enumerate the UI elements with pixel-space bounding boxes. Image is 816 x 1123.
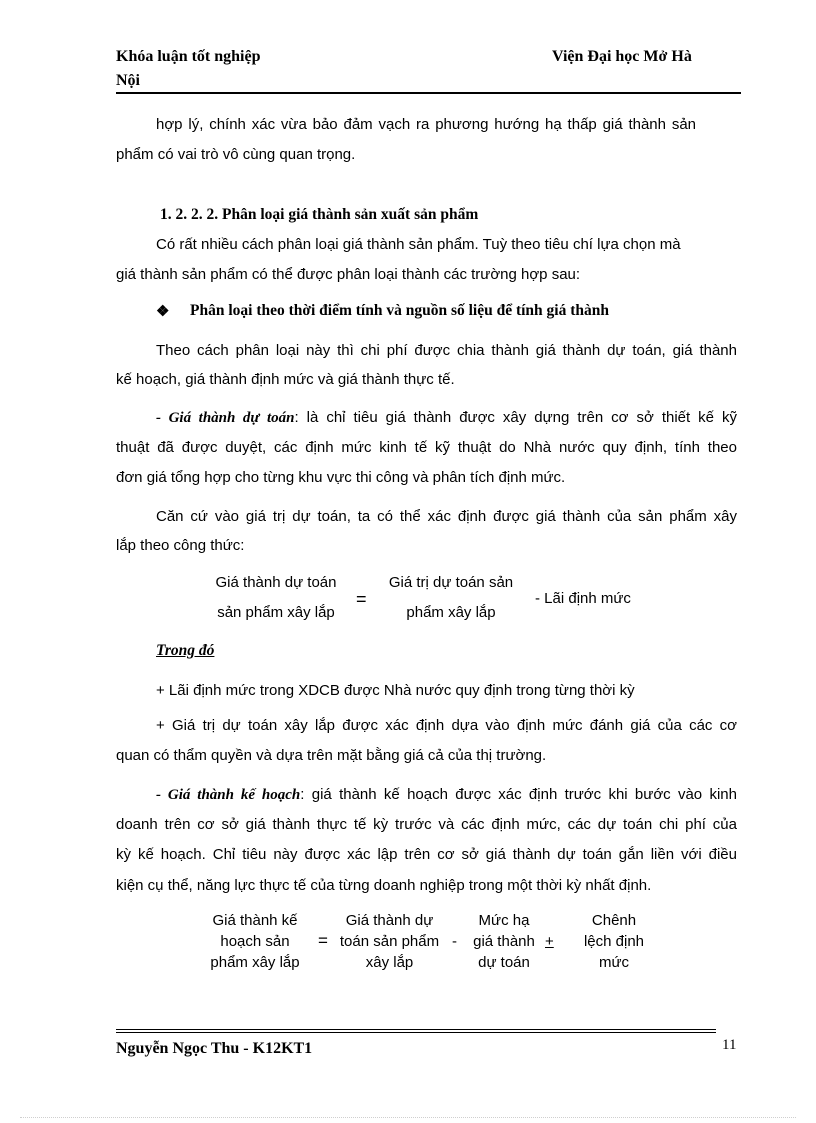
types-line-2: giá thành sản phẩm có thể được phân loại thành các trường hợp sau:	[116, 266, 581, 283]
estimate-term: - Giá thành dự toán	[156, 410, 295, 426]
formula2-col2-line2: toán sản phẩm	[339, 933, 440, 950]
formula2-col4-line2: lệch định	[583, 933, 645, 950]
estimate-definition-line-1	[156, 403, 737, 433]
plan-definition-line-1	[156, 780, 737, 810]
classification-line-2: kế hoạch, giá thành định mức và giá thành thực tế.	[116, 371, 455, 388]
formula2-plusminus: +	[545, 933, 554, 950]
formula2-col3-line2: giá thành	[473, 933, 535, 950]
formula1-mid-line2: phẩm xây lắp	[406, 604, 496, 621]
plan-definition-line-4: kiện cụ thể, năng lực thực tế của từng doanh nghiệp trong một thời kỳ nhất định.	[116, 877, 652, 894]
formula2-col2	[332, 910, 447, 973]
formula2-col4-line1: Chênh	[591, 912, 637, 929]
intro-line-1: hợp lý, chính xác vừa bảo đảm vạch ra phương hướng hạ thấp giá thành sản	[156, 116, 696, 133]
bullet-heading: Phân loại theo thời điểm tính và nguồn số liệu để tính giá thành	[190, 302, 609, 319]
where-item-2-line-1: + Giá trị dự toán xây lắp được xác định dựa vào định mức đánh giá của các cơ	[156, 717, 737, 734]
intro-line-2: phẩm có vai trò vô cùng quan trọng.	[116, 146, 356, 163]
header-left-line1: Khóa luận tốt nghiệp	[116, 48, 261, 65]
formula1-mid-line1: Giá trị dự toán sản	[388, 574, 514, 591]
section-title: 1. 2. 2. 2. Phân loại giá thành sản xuất sản phẩm	[160, 206, 479, 223]
page-number: 11	[722, 1037, 737, 1053]
formula1-right: - Lãi định mức	[535, 590, 631, 607]
formula-intro-line-1: Căn cứ vào giá trị dự toán, ta có thể xác định được giá thành của sản phẩm xây	[156, 508, 737, 525]
formula1-left-line1: Giá thành dự toán	[215, 574, 337, 591]
formula-intro-line-2: lắp theo công thức:	[116, 537, 245, 554]
formula2-col3-line1: Mức hạ	[478, 912, 530, 929]
where-item-1: + Lãi định mức trong XDCB được Nhà nước quy định trong từng thời kỳ	[156, 682, 635, 699]
where-item-2-line-2: quan có thẩm quyền và dựa trên mặt bằng giá cả của thị trường.	[116, 747, 547, 764]
header-left-line2: Nội	[116, 72, 140, 89]
classification-line-1: Theo cách phân loại này thì chi phí được chia thành giá thành dự toán, giá thành	[156, 342, 737, 359]
formula2-col2-line3: xây lắp	[365, 954, 414, 971]
estimate-line1-rest: : là chỉ tiêu giá thành được xây dựng trên cơ sở thiết kế kỹ	[294, 409, 738, 426]
plan-definition-line-3: kỳ kế hoạch. Chỉ tiêu này được xác lập trên cơ sở giá thành dự toán gắn liền với điều	[116, 846, 737, 863]
formula2-col1-line1: Giá thành kế	[212, 912, 298, 929]
formula2-eq: =	[318, 931, 328, 950]
types-line-1: Có rất nhiều cách phân loại giá thành sản phẩm. Tuỳ theo tiêu chí lựa chọn mà	[156, 236, 681, 253]
formula2-minus: -	[452, 933, 457, 950]
formula2-col3	[466, 910, 542, 973]
formula2-col1-line2: hoạch sản	[220, 933, 290, 950]
header-right: Viện Đại học Mở Hà	[552, 48, 692, 65]
estimate-definition-line-2: thuật đã được duyệt, các định mức kinh tế kỹ thuật do Nhà nước quy định, tính theo	[116, 439, 737, 456]
plan-definition-line-2: doanh trên cơ sở giá thành thực tế kỳ trước và các định mức, các dự toán chi phí của	[116, 816, 737, 833]
plan-line1-rest: : giá thành kế hoạch được xác định trước khi bước vào kinh	[300, 786, 737, 803]
formula2-col1	[195, 910, 315, 973]
bullet-icon: ❖	[156, 304, 170, 320]
formula2-col2-line1: Giá thành dự	[345, 912, 434, 929]
formula2-col4	[570, 910, 658, 973]
footer-author: Nguyễn Ngọc Thu - K12KT1	[116, 1040, 313, 1057]
page-bottom-dotted-border	[20, 1117, 796, 1118]
formula2-col4-line3: mức	[598, 954, 630, 971]
estimate-definition-line-3: đơn giá tổng hợp cho từng khu vực thi công và phân tích định mức.	[116, 469, 566, 486]
plan-term: - Giá thành kế hoạch	[156, 787, 301, 803]
footer-rule-bottom	[116, 1032, 716, 1033]
footer-rule-top	[116, 1029, 716, 1030]
where-label: Trong đó	[156, 642, 215, 659]
formula1-left-line2: sản phẩm xây lắp	[217, 604, 335, 621]
formula2-col3-line3: dự toán	[478, 954, 530, 971]
header-rule	[116, 92, 741, 94]
formula1-equals: =	[356, 589, 367, 609]
formula2-col1-line3: phẩm xây lắp	[210, 954, 300, 971]
